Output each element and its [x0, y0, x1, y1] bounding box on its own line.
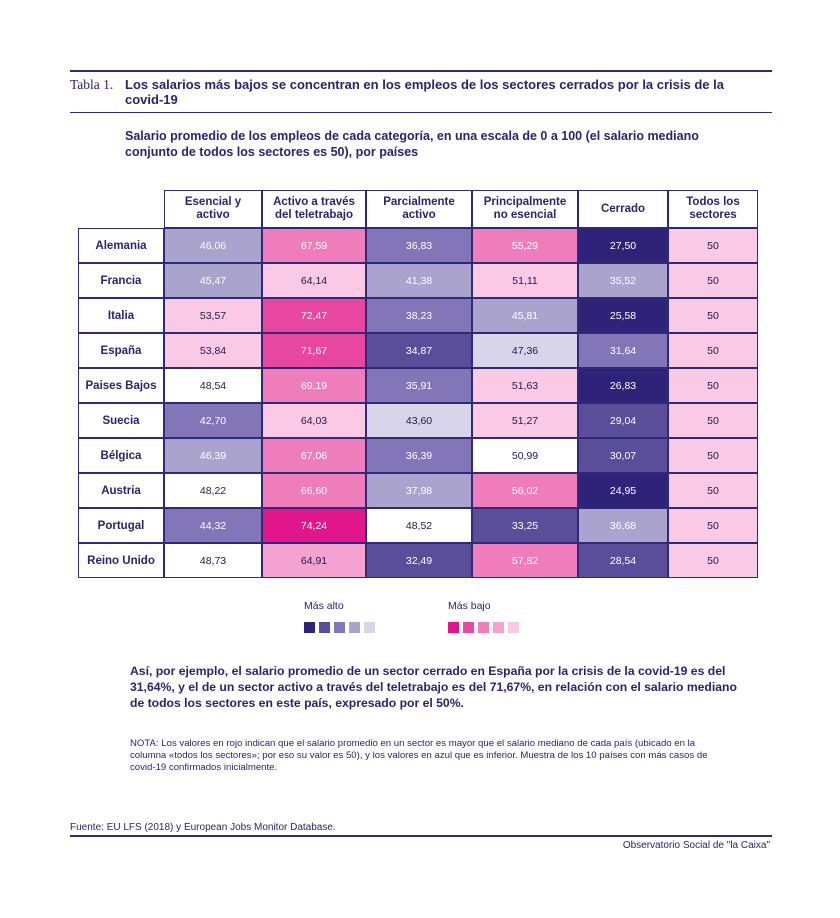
- row-label: Bélgica: [78, 438, 164, 473]
- table-cell: 50: [668, 298, 758, 333]
- column-header: Esencial y activo: [164, 190, 262, 228]
- table-cell: 50: [668, 543, 758, 578]
- page-title: Los salarios más bajos se concentran en los empleos de los sectores cerrados por la crisis de la covid-19: [125, 77, 724, 107]
- source-text: Fuente: EU LFS (2018) y European Jobs Monitor Database.: [70, 822, 336, 833]
- table-cell: 53,57: [164, 298, 262, 333]
- table-cell: 46,39: [164, 438, 262, 473]
- row-label: Austria: [78, 473, 164, 508]
- table-cell: 34,87: [366, 333, 472, 368]
- legend-swatch-pink: [448, 622, 459, 633]
- row-label: Alemania: [78, 228, 164, 263]
- table-cell: 48,54: [164, 368, 262, 403]
- legend-swatch-pink: [463, 622, 474, 633]
- table-cell: 48,22: [164, 473, 262, 508]
- table-cell: 37,98: [366, 473, 472, 508]
- table-cell: 57,82: [472, 543, 578, 578]
- table-cell: 30,07: [578, 438, 668, 473]
- table-cell: 48,73: [164, 543, 262, 578]
- table-cell: 43,60: [366, 403, 472, 438]
- table-cell: 45,81: [472, 298, 578, 333]
- table-cell: 51,27: [472, 403, 578, 438]
- table-cell: 26,83: [578, 368, 668, 403]
- example-paragraph: Así, por ejemplo, el salario promedio de un sector cerrado en España por la crisis de la covid-19 es del 31,64%, y el de un sector activo a través del teletrabajo es del 71,67%, en relación con el salario mediano de todos los sectores en este país, expresado por el 50%.: [130, 664, 737, 710]
- table-cell: 31,64: [578, 333, 668, 368]
- table-cell: 28,54: [578, 543, 668, 578]
- table-cell: 55,29: [472, 228, 578, 263]
- table-cell: 35,52: [578, 263, 668, 298]
- table-cell: 67,59: [262, 228, 366, 263]
- table-cell: 50: [668, 333, 758, 368]
- table-cell: 47,36: [472, 333, 578, 368]
- table-cell: 38,23: [366, 298, 472, 333]
- table-cell: 46,06: [164, 228, 262, 263]
- column-header: Parcialmente activo: [366, 190, 472, 228]
- table-cell: 74,24: [262, 508, 366, 543]
- table-cell: 45,47: [164, 263, 262, 298]
- table-cell: 50: [668, 473, 758, 508]
- table-cell: 56,02: [472, 473, 578, 508]
- table-cell: 44,32: [164, 508, 262, 543]
- table-cell: 35,91: [366, 368, 472, 403]
- legend-high-label: Más alto: [304, 600, 344, 612]
- table-cell: 50: [668, 508, 758, 543]
- legend-swatch-pink: [478, 622, 489, 633]
- table-cell: 25,58: [578, 298, 668, 333]
- legend-swatch-blue: [349, 622, 360, 633]
- table-cell: 71,67: [262, 333, 366, 368]
- legend-swatch-blue: [334, 622, 345, 633]
- bottom-rule: [70, 835, 772, 837]
- legend-swatch-blue: [319, 622, 330, 633]
- table-cell: 29,04: [578, 403, 668, 438]
- legend-swatch-pink: [508, 622, 519, 633]
- table-cell: 50,99: [472, 438, 578, 473]
- row-label: Paises Bajos: [78, 368, 164, 403]
- table-cell: 42,70: [164, 403, 262, 438]
- table-label: Tabla 1.: [70, 77, 114, 92]
- legend-swatch-blue: [364, 622, 375, 633]
- publisher-text: Observatorio Social de "la Caixa": [622, 840, 770, 851]
- table-cell: 51,11: [472, 263, 578, 298]
- title-rule: [70, 112, 772, 113]
- legend-swatch-blue: [304, 622, 315, 633]
- row-label: Portugal: [78, 508, 164, 543]
- table-cell: 51,63: [472, 368, 578, 403]
- table-cell: 48,52: [366, 508, 472, 543]
- table-cell: 32,49: [366, 543, 472, 578]
- column-header: Cerrado: [578, 190, 668, 228]
- table-cell: 41,38: [366, 263, 472, 298]
- table-cell: 36,39: [366, 438, 472, 473]
- table-cell: 67,06: [262, 438, 366, 473]
- top-rule: [70, 70, 772, 72]
- table-cell: 50: [668, 368, 758, 403]
- table-cell: 50: [668, 438, 758, 473]
- row-label: Suecia: [78, 403, 164, 438]
- table-cell: 53,84: [164, 333, 262, 368]
- table-cell: 64,03: [262, 403, 366, 438]
- column-header: Principalmente no esencial: [472, 190, 578, 228]
- row-label: España: [78, 333, 164, 368]
- column-header: Activo a través del teletrabajo: [262, 190, 366, 228]
- row-label: Italia: [78, 298, 164, 333]
- note-text: NOTA: Los valores en rojo indican que el salario promedio en un sector es mayor que el salario mediano de cada país (ubicado en la columna «todos los sectores»; por eso su valor es 50), y los valores en azul que es inferior. Muestra de los 10 países con más casos de covid-19 confirmados inicialmente.: [130, 738, 708, 774]
- table-cell: 27,50: [578, 228, 668, 263]
- table-cell: 64,14: [262, 263, 366, 298]
- row-label: Reino Unido: [78, 543, 164, 578]
- legend-swatch-pink: [493, 622, 504, 633]
- table-cell: 36,68: [578, 508, 668, 543]
- table-subtitle: Salario promedio de los empleos de cada categoría, en una escala de 0 a 100 (el salario mediano conjunto de todos los sectores es 50), por países: [125, 129, 699, 159]
- table-cell: 69,19: [262, 368, 366, 403]
- table-cell: 66,60: [262, 473, 366, 508]
- table-cell: 50: [668, 263, 758, 298]
- table-cell: 64,91: [262, 543, 366, 578]
- table-cell: 72,47: [262, 298, 366, 333]
- table-cell: 50: [668, 403, 758, 438]
- table-cell: 50: [668, 228, 758, 263]
- table-cell: 24,95: [578, 473, 668, 508]
- table-cell: 33,25: [472, 508, 578, 543]
- table-cell: 36,83: [366, 228, 472, 263]
- legend-low-label: Más bajo: [448, 600, 491, 612]
- row-label: Francia: [78, 263, 164, 298]
- column-header: Todos los sectores: [668, 190, 758, 228]
